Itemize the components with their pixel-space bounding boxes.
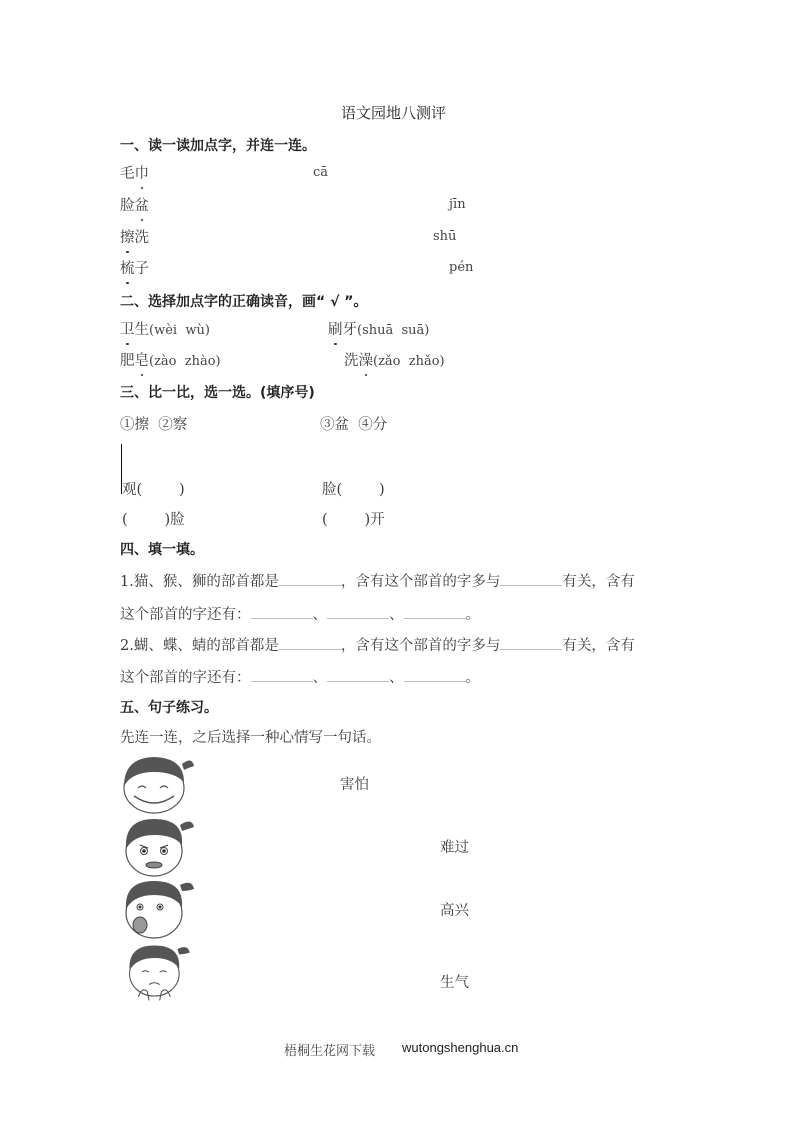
angry-face-icon — [118, 815, 196, 877]
s1-pinyin-3: shū — [433, 229, 457, 244]
happy-face-icon — [118, 752, 196, 814]
separator: 、 — [389, 607, 404, 623]
question-text: ，含有这个部首的字多与 — [340, 574, 501, 590]
question-text: 2.蝴、蝶、蜻的部首都是 — [120, 638, 279, 654]
char: 肥 — [120, 353, 135, 369]
answer-blank[interactable] — [327, 604, 389, 619]
s3-options-left: ①擦 ②察 — [120, 417, 188, 433]
pinyin-options: (zǎo zhǎo) — [373, 354, 445, 369]
section5-heading: 五、句子练习。 — [120, 700, 218, 716]
pinyin-options: (zào zhào) — [149, 354, 221, 369]
answer-blank[interactable] — [404, 667, 466, 682]
answer-blank[interactable] — [279, 571, 341, 586]
period: 。 — [465, 670, 480, 686]
page-title: 语文园地八测评 — [341, 104, 447, 122]
section2-heading: 二、选择加点字的正确读音，画“ √ ”。 — [120, 294, 368, 310]
s5-instruction: 先连一连，之后选择一种心情写一句话。 — [120, 730, 381, 746]
dotted-char: 盆 — [135, 194, 150, 215]
pinyin-options: (shuā suā) — [357, 323, 430, 338]
pinyin-options: (wèi wù) — [149, 323, 210, 338]
s1-pinyin-1: cā — [313, 165, 329, 180]
answer-blank[interactable] — [327, 667, 389, 682]
s1-word-1 — [120, 162, 149, 183]
question-text: 1.猫、猴、狮的部首都是 — [120, 574, 279, 590]
footer-site-url[interactable]: wutongshenghua.cn — [402, 1040, 519, 1055]
answer-blank[interactable] — [500, 571, 562, 586]
char: 生 — [134, 322, 149, 338]
dotted-char: 卫 — [120, 318, 135, 339]
char: 洗 — [344, 353, 359, 369]
s1-word-2 — [120, 194, 149, 215]
char: 牙 — [342, 322, 357, 338]
dotted-char: 澡 — [359, 349, 374, 370]
question-text: ，含有这个部首的字多与 — [340, 638, 501, 654]
dotted-char: 擦 — [120, 226, 135, 247]
question-text: 有关，含有 — [562, 638, 635, 654]
s4-q1-line2 — [120, 603, 480, 624]
section4-heading: 四、填一填。 — [120, 542, 204, 558]
answer-blank[interactable] — [404, 604, 466, 619]
answer-blank[interactable] — [500, 635, 562, 650]
dotted-char: 巾 — [135, 162, 150, 183]
answer-blank[interactable] — [279, 635, 341, 650]
char: 子 — [134, 261, 149, 277]
s3-row2-right: ( )开 — [322, 512, 385, 528]
char: 毛 — [120, 166, 135, 182]
emotion-label-4: 生气 — [440, 975, 469, 991]
dotted-char: 皂 — [135, 349, 150, 370]
period: 。 — [465, 607, 480, 623]
s1-pinyin-4: pén — [449, 260, 474, 275]
char: 脸 — [120, 198, 135, 214]
separator: 、 — [389, 670, 404, 686]
emotion-label-3: 高兴 — [440, 903, 469, 919]
s2-item-4 — [344, 349, 445, 370]
s2-item-3 — [120, 349, 221, 370]
char: 洗 — [134, 230, 149, 246]
answer-blank[interactable] — [251, 667, 313, 682]
scared-face-icon — [118, 942, 196, 1004]
s3-row1-right: 脸( ) — [322, 482, 385, 498]
emotion-label-1: 害怕 — [340, 777, 369, 793]
section1-heading: 一、读一读加点字，并连一连。 — [120, 138, 316, 154]
section3-heading: 三、比一比，选一选。(填序号) — [120, 385, 315, 401]
s4-q2-line2 — [120, 666, 480, 687]
answer-blank[interactable] — [251, 604, 313, 619]
question-text: 这个部首的字还有： — [120, 607, 251, 623]
s1-word-4 — [120, 257, 149, 278]
s3-options-right: ③盆 ④分 — [320, 417, 388, 433]
s4-q1-line1 — [120, 570, 635, 591]
s1-pinyin-2: jīn — [449, 197, 466, 212]
question-text: 这个部首的字还有： — [120, 670, 251, 686]
separator: 、 — [312, 607, 327, 623]
s4-q2-line1 — [120, 634, 635, 655]
dotted-char: 刷 — [328, 318, 343, 339]
separator: 、 — [312, 670, 327, 686]
dotted-char: 梳 — [120, 257, 135, 278]
s1-word-3 — [120, 226, 149, 247]
s2-item-2 — [328, 318, 429, 339]
surprised-face-icon — [118, 877, 196, 939]
s2-item-1 — [120, 318, 210, 339]
question-text: 有关，含有 — [562, 574, 635, 590]
emotion-label-2: 难过 — [440, 840, 469, 856]
s3-row2-left: ( )脸 — [122, 512, 185, 528]
s3-row1-left: 观( ) — [122, 482, 185, 498]
footer-site-name: 梧桐生花网下载 — [284, 1044, 376, 1059]
